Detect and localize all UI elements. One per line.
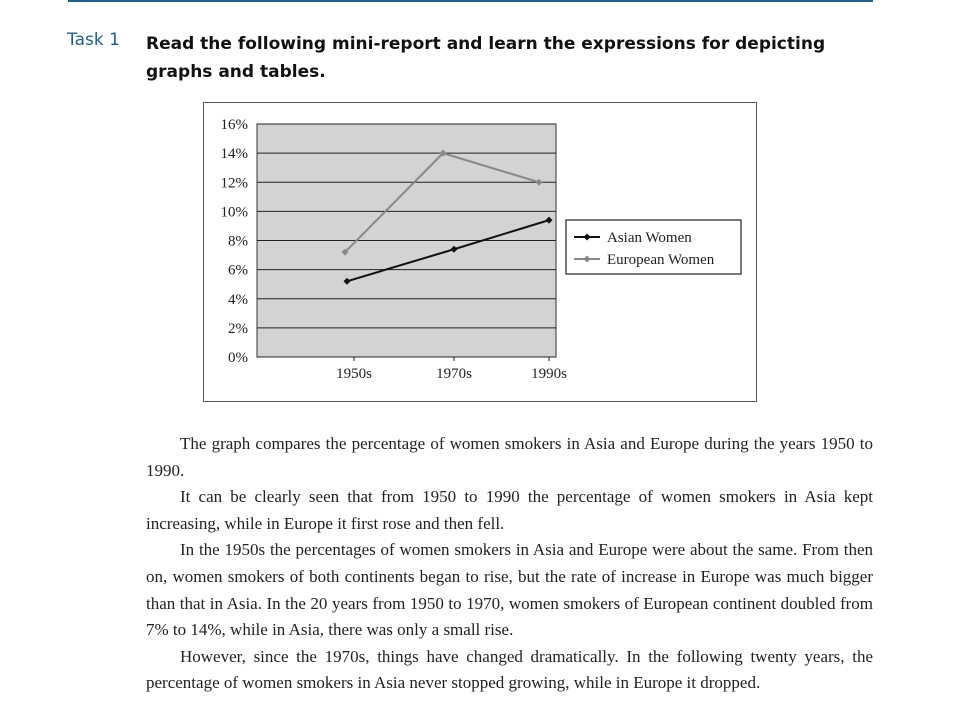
legend-label: European Women (607, 252, 715, 268)
x-tick-label: 1950s (336, 366, 372, 382)
legend-label: Asian Women (607, 230, 692, 246)
y-tick-label: 10% (220, 204, 248, 221)
report-paragraph-1: The graph compares the percentage of women smokers in Asia and Europe during the years 1950 to 1990. (146, 434, 873, 480)
task-instruction: Read the following mini-report and learn the expressions for depicting graphs and tables. (146, 34, 826, 82)
report-paragraph-3: In the 1950s the percentages of women smokers in Asia and Europe were about the same. From then on, women smokers of both continents began to rise, but the rate of increase in Europe was much bigger than that in Asia. In the 20 years from 1950 to 1970, women smokers of European continent doubled from 7% to 14%, while in Asia, there was only a small rise. (146, 540, 873, 640)
line-chart-frame (203, 102, 757, 402)
y-tick-label: 6% (228, 262, 248, 279)
task-label: Task 1 (67, 30, 120, 50)
y-tick-label: 2% (228, 320, 248, 337)
report-paragraph-2: It can be clearly seen that from 1950 to 1990 the percentage of women smokers in Asia kept increasing, while in Europe it first rose and then fell. (146, 487, 873, 533)
report-body (146, 431, 873, 697)
x-tick-label: 1990s (531, 366, 567, 382)
y-tick-label: 4% (228, 291, 248, 308)
y-tick-label: 14% (220, 146, 248, 163)
top-rule (68, 0, 873, 2)
y-tick-label: 8% (228, 233, 248, 250)
y-tick-label: 0% (228, 350, 248, 366)
report-paragraph-4: However, since the 1970s, things have changed dramatically. In the following twenty years, the percentage of women smokers in Asia never stopped growing, while in Europe it dropped. (146, 646, 873, 693)
x-tick-label: 1970s (436, 366, 472, 382)
y-tick-label: 16% (220, 117, 248, 133)
y-tick-label: 12% (220, 175, 248, 192)
line-chart (204, 103, 756, 401)
